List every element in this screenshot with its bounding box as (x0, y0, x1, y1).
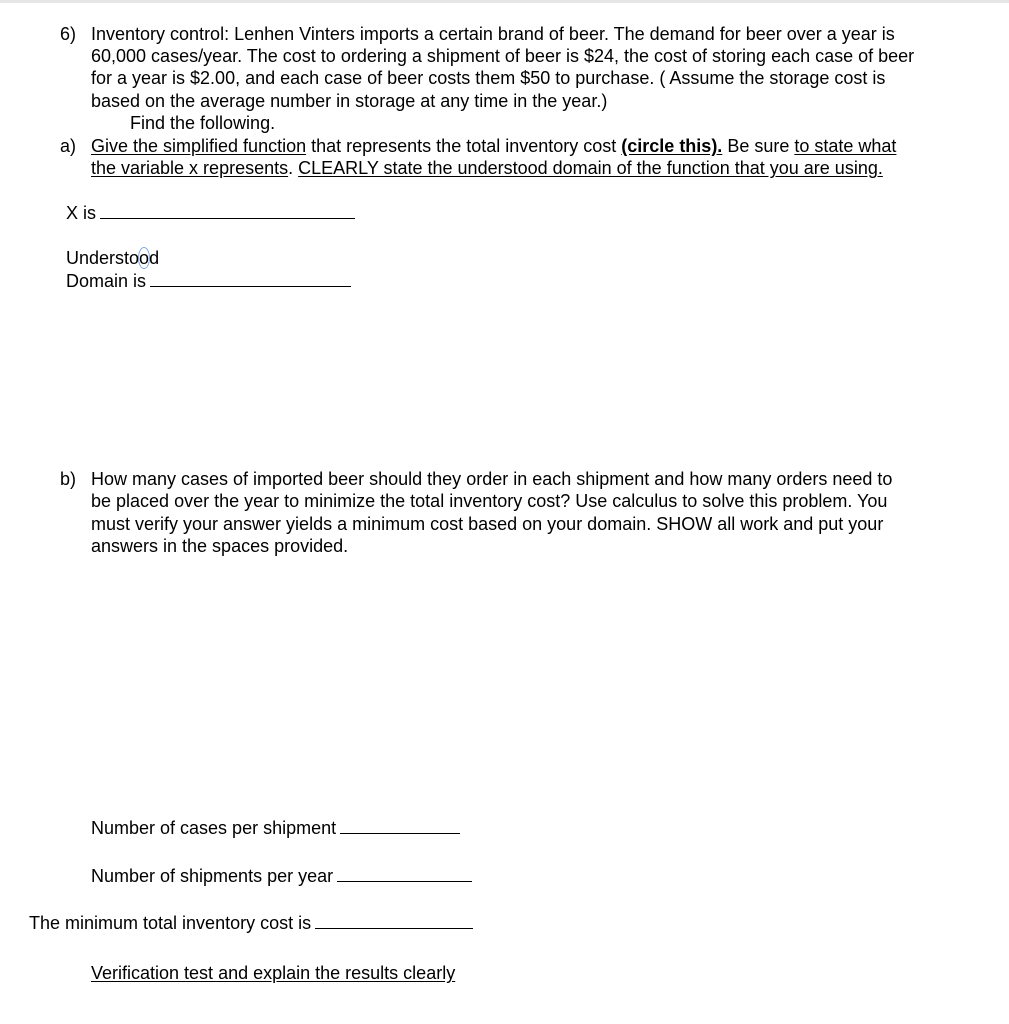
part-b-line-1: How many cases of imported beer should they order in each shipment and how many orders need to (91, 469, 893, 489)
shipments-label: Number of shipments per year (91, 866, 334, 886)
part-a-text-2: Be sure (722, 136, 795, 156)
min-cost-label: The minimum total inventory cost is (29, 913, 312, 933)
part-a-line-2 (91, 157, 883, 179)
part-b-label: b) (60, 469, 77, 489)
min-cost-answer-blank[interactable] (315, 927, 473, 929)
x-is-label: X is (66, 203, 97, 223)
part-a-line-1 (91, 135, 896, 157)
text-cursor-marker: o (139, 248, 150, 268)
verification-label: Verification test and explain the results clearly (91, 963, 456, 983)
part-b-line-4: answers in the spaces provided. (91, 536, 349, 556)
state-what-text: to state what (794, 136, 897, 156)
intro-line-2: 60,000 cases/year. The cost to ordering a shipment of beer is $24, the cost of storing each case of beer (91, 46, 915, 66)
cases-label: Number of cases per shipment (91, 818, 337, 838)
question-number: 6) (60, 24, 77, 44)
domain-is-label: Domain is (66, 271, 147, 291)
intro-line-3: for a year is $2.00, and each case of beer costs them $50 to purchase. ( Assume the storage cost is (91, 68, 886, 88)
part-a-text: that represents the total inventory cost (306, 136, 622, 156)
simplified-function-text: Give the simplified function (91, 136, 307, 156)
part-b-line-3: must verify your answer yields a minimum cost based on your domain. SHOW all work and put your (91, 514, 884, 534)
page-top-border (0, 0, 1009, 3)
min-cost-row (29, 912, 473, 934)
understood-label: Understood (66, 248, 160, 268)
shipments-answer-blank[interactable] (337, 880, 472, 882)
variable-x-text: the variable x represents (91, 158, 289, 178)
part-a-label: a) (60, 136, 77, 156)
circle-this-text: (circle this). (621, 136, 723, 156)
cases-answer-blank[interactable] (340, 832, 460, 834)
part-b-line-2: be placed over the year to minimize the total inventory cost? Use calculus to solve this problem. You (91, 491, 888, 511)
instruction: Find the following. (130, 113, 276, 133)
intro-line-1: Inventory control: Lenhen Vinters imports a certain brand of beer. The demand for beer over a year is (91, 24, 895, 44)
domain-instruction-text: CLEARLY state the understood domain of the function that you are using. (298, 158, 883, 178)
shipments-row (91, 865, 472, 887)
intro-line-4: based on the average number in storage at any time in the year.) (91, 91, 608, 111)
x-is-answer-blank[interactable] (100, 217, 355, 219)
part-a-period: . (288, 158, 299, 178)
domain-answer-blank[interactable] (150, 285, 351, 287)
x-is-row (66, 202, 355, 224)
cases-row (91, 817, 460, 839)
domain-row (66, 270, 351, 292)
